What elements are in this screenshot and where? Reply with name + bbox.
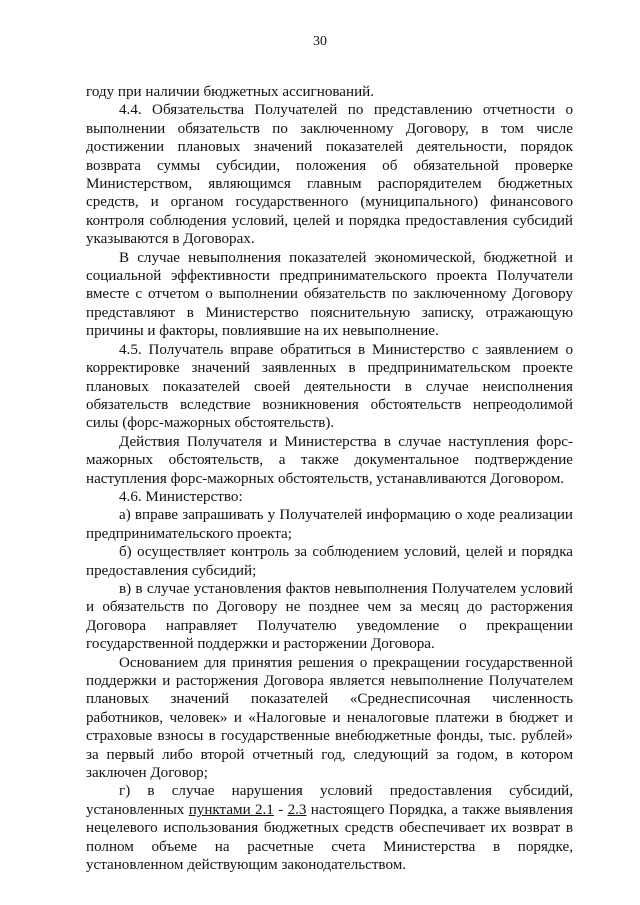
- paragraph-budget-continuation: году при наличии бюджетных ассигнований.: [86, 84, 374, 100]
- paragraph-item-v: в) в случае установления фактов невыполнения Получателем условий и обязательств по Договору не позднее чем за месяц до расторжения Договора направляет Получателю уведомление о прекращении государственной поддержки и расторжении Договора.: [86, 580, 573, 653]
- paragraph-4-6: 4.6. Министерство:: [119, 488, 243, 505]
- link-clause-2-3[interactable]: 2.3: [287, 801, 307, 818]
- item-g-text-end: настоящего Порядка, а также выявления нецелевого использования бюджетных средств обеспечивает их возврат в полном объеме на расчетные счета Министерства в порядке, установленном действующим законодательством.: [86, 801, 573, 874]
- document-body: [86, 83, 573, 874]
- item-g-dash: -: [273, 801, 288, 818]
- link-clause-2-1[interactable]: пунктами 2.1: [188, 801, 274, 818]
- paragraph-item-a: а) вправе запрашивать у Получателей информацию о ходе реализации предпринимательского проекта;: [86, 507, 573, 542]
- paragraph-4-4: 4.4. Обязательства Получателей по представлению отчетности о выполнении обязательств по заключенному Договору, в том числе достижении плановых значений показателей деятельности, порядок возврата суммы субсидии, положения об обязательной проверке Министерством, являющимся главным распорядителем бюджетных средств, и органом государственного (муниципального) финансового контроля соблюдения условий, целей и порядка предоставления субсидий указываются в Договорах.: [86, 102, 573, 248]
- paragraph-4-5: 4.5. Получатель вправе обратиться в Министерство с заявлением о корректировке значений заявленных в предпринимательском проекте плановых показателей своей деятельности в случае неисполнения обязательств вследствие возникновения обстоятельств непреодолимой силы (форс-мажорных обстоятельств).: [86, 341, 573, 432]
- paragraph-termination-grounds: Основанием для принятия решения о прекращении государственной поддержки и расторжения Договора является невыполнение Получателем плановых значений показателей «Среднесписочная численность работников, человек» и «Налоговые и неналоговые платежи в бюджет и страховые взносы в государственные внебюджетные фонды, тыс. рублей» за первый либо второй отчетный год, следующий за годом, в котором заключен Договор;: [86, 654, 573, 782]
- paragraph-item-g: [86, 782, 573, 874]
- paragraph-force-majeure: Действия Получателя и Министерства в случае наступления форс-мажорных обстоятельств, а также документальное подтверждение наступления форс-мажорных обстоятельств, устанавливаются Договором.: [86, 433, 573, 487]
- paragraph-item-b: б) осуществляет контроль за соблюдением условий, целей и порядка предоставления субсидий;: [86, 544, 573, 579]
- page-number: 30: [313, 34, 327, 49]
- item-g-text-start: г) в случае нарушения условий предоставления субсидий, установленных: [86, 783, 573, 818]
- paragraph-nonperformance: В случае невыполнения показателей экономической, бюджетной и социальной эффективности предпринимательского проекта Получатели вместе с отчетом о выполнении обязательств по заключенному Договору представляют в Министерство пояснительную записку, отражающую причины и факторы, повлиявшие на их невыполнение.: [86, 249, 573, 340]
